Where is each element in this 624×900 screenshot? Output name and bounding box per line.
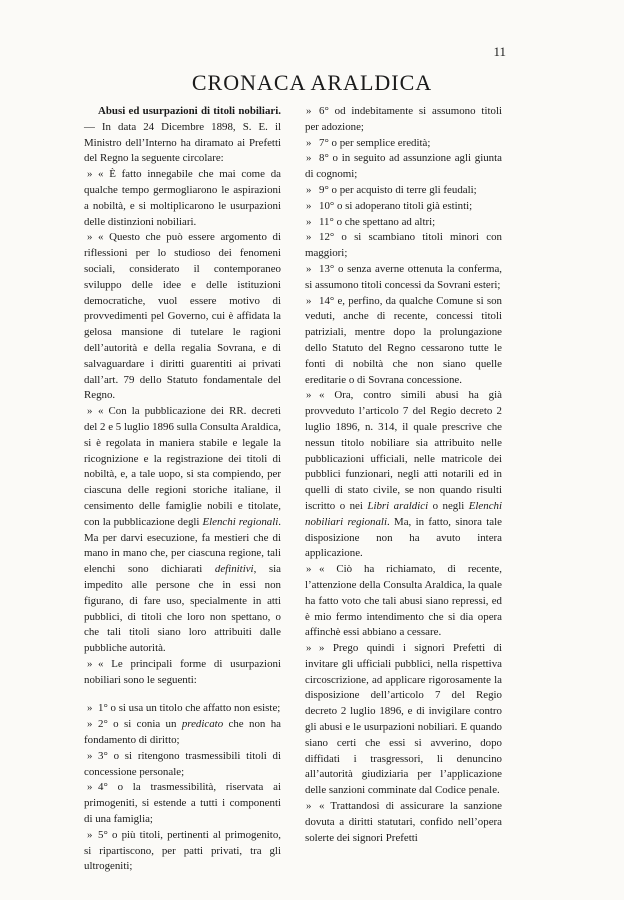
p3-text-e: , sia impedito alle persone che in essi non figurano, di fare uso, specialmente in atti pubblici, di titoli che loro non spettano, o che tali titoli siano loro attribuiti dalle pubbliche autorità. <box>84 563 281 655</box>
form-item-11: » 11° o che spettano ad altri; <box>305 215 502 231</box>
right-column <box>305 104 502 846</box>
paragraph-1: » « È fatto innegabile che mai come da qualche tempo germogliarono le aspirazioni a nobiltà, e si moltiplicarono le usurpazioni delle distinzioni nobiliari. <box>84 167 281 230</box>
intro-text: — In data 24 Dicembre 1898, S. E. il Ministro dell’Interno ha diramato ai Prefetti del Regno la seguente circolare: <box>84 120 281 165</box>
paragraph-3 <box>84 404 281 657</box>
f2-text-c: che non ha fondamento di diritto; <box>84 718 281 747</box>
paragraph-4: » « Le principali forme di usurpazioni nobiliari sono le seguenti: <box>84 657 281 689</box>
form-item-5: » 5° o più titoli, pertinenti al primogenito, si ripartiscono, per patti privati, tra gli ultrogeniti; <box>84 828 281 875</box>
article-heading: Abusi ed usurpazioni di titoli nobiliari. <box>98 105 281 117</box>
p3-italic-definitivi: definitivi <box>214 563 254 576</box>
form-item-3: » 3° o si ritengono trasmessibili titoli di concessione personale; <box>84 749 281 781</box>
form-item-6: » 6° od indebitamente si assumono titoli per adozione; <box>305 104 502 136</box>
form-item-9: » 9° o per acquisto di terre gli feudali; <box>305 183 502 199</box>
form-item-4: » 4° o la trasmessibilità, riservata ai primogeniti, si estende a tutti i componenti di una famiglia; <box>84 780 281 827</box>
left-column <box>84 104 281 875</box>
form-item-7: » 7° o per semplice eredità; <box>305 136 502 152</box>
paragraph-intro <box>84 104 281 167</box>
form-item-14: » 14° e, perfino, da qualche Comune si son veduti, anche di recente, concessi titoli patriziali, mentre dopo la prolungazione dello Statuto del Regno cessarono tutte le fonti di nobiltà che non siano quelle ereditarie o di Sovrana concessione. <box>305 294 502 389</box>
page-title: CRONACA ARALDICA <box>191 70 433 95</box>
p3-italic-elenchi: Elenchi regionali <box>202 515 279 528</box>
page-number: 11 <box>493 44 506 59</box>
paragraph-7: » » Prego quindi i signori Prefetti di invitare gli ufficiali pubblici, nella rispettiva circoscrizione, ad applicare rigorosamente la disposizione dell’articolo 7 del Regio decreto 2 luglio 1896, e di invigilare contro gli abusi e le usurpazioni nobiliari. E quando siano certi che essi si avverino, dopo diffidati i trasgressori, li denuncino all’autorità giudiziaria per l’applicazione delle sanzioni comminate dal Codice penale. <box>305 641 502 799</box>
p3-text-a: « Con la pubblicazione dei RR. decreti del 2 e 5 luglio 1896 sulla Consulta Araldica, si è regolata in maniera stabile e legale la ricognizione e la registrazione dei titoli di nobiltà, e, a tale uopo, si sta compiendo, per ciascuna delle regioni storiche italiane, il censimento delle famiglie nobili e titolate, con la pubblicazione degli <box>84 405 281 528</box>
form-item-2 <box>84 717 281 749</box>
p5-text-a: « Ora, contro simili abusi ha già provveduto l’articolo 7 del Regio decreto 2 luglio 1896, n. 314, il quale prescrive che nessun titolo nobiliare sia attribuito nelle pubblicazioni ufficiali, nelle matricole dei pubblici funzionari, negli atti notarili ed in quelli di stato civile, se non quando risulti iscritto o nei <box>305 389 502 512</box>
form-item-13: » 13° o senza averne ottenuta la conferma, si assumono titoli concessi da Sovrani esteri; <box>305 262 502 294</box>
form-item-12: » 12° o si scambiano titoli minori con maggiori; <box>305 230 502 262</box>
f2-italic-predicato: predicato <box>181 718 224 731</box>
paragraph-6: » « Ciò ha richiamato, di recente, l’attenzione della Consulta Araldica, la quale ha fatto voto che tali abusi siano repressi, ed è mio fermo intendimento che si dia opera affinchè essi abbiano a cessare. <box>305 562 502 641</box>
f2-text-a: 2° o si conia un <box>98 718 182 731</box>
p5-text-e: . Ma, in fatto, sinora tale disposizione non ha avuto intera applicazione. <box>305 515 502 560</box>
p5-italic-elenchi: Elenchi nobiliari regionali <box>305 499 503 528</box>
paragraph-2: » « Questo che può essere argomento di riflessioni per lo studioso dei fenomeni sociali, considerato il contemporaneo sviluppo delle idee e delle istituzioni democratiche, vuol essere motivo di provvedimenti pel Governo, cui è affidata la gelosa mansione di tutelare le ragioni dell’autorità e della regalia Sovrana, e di salvaguardare i diritti guarentiti ai privati dall’art. 79 dello Statuto fondamentale del Regno. <box>84 230 281 404</box>
form-item-1: » 1° o si usa un titolo che affatto non esiste; <box>84 701 281 717</box>
paragraph-5 <box>305 388 502 562</box>
form-item-10: » 10° o si adoperano titoli già estinti; <box>305 199 502 215</box>
p3-text-c: . Ma per darvi esecuzione, fa mestieri che di mano in mano che, per ciascuna regione, tali elenchi sono dichiarati <box>84 515 281 576</box>
paragraph-8: » « Trattandosi di assicurare la sanzione dovuta a diritti statutari, confido nell’opera solerte dei signori Prefetti <box>305 799 502 846</box>
p5-italic-libri: Libri araldici <box>367 499 429 512</box>
form-item-8: » 8° o in seguito ad assunzione agli giunta di cognomi; <box>305 151 502 183</box>
p5-text-c: o negli <box>428 499 469 512</box>
